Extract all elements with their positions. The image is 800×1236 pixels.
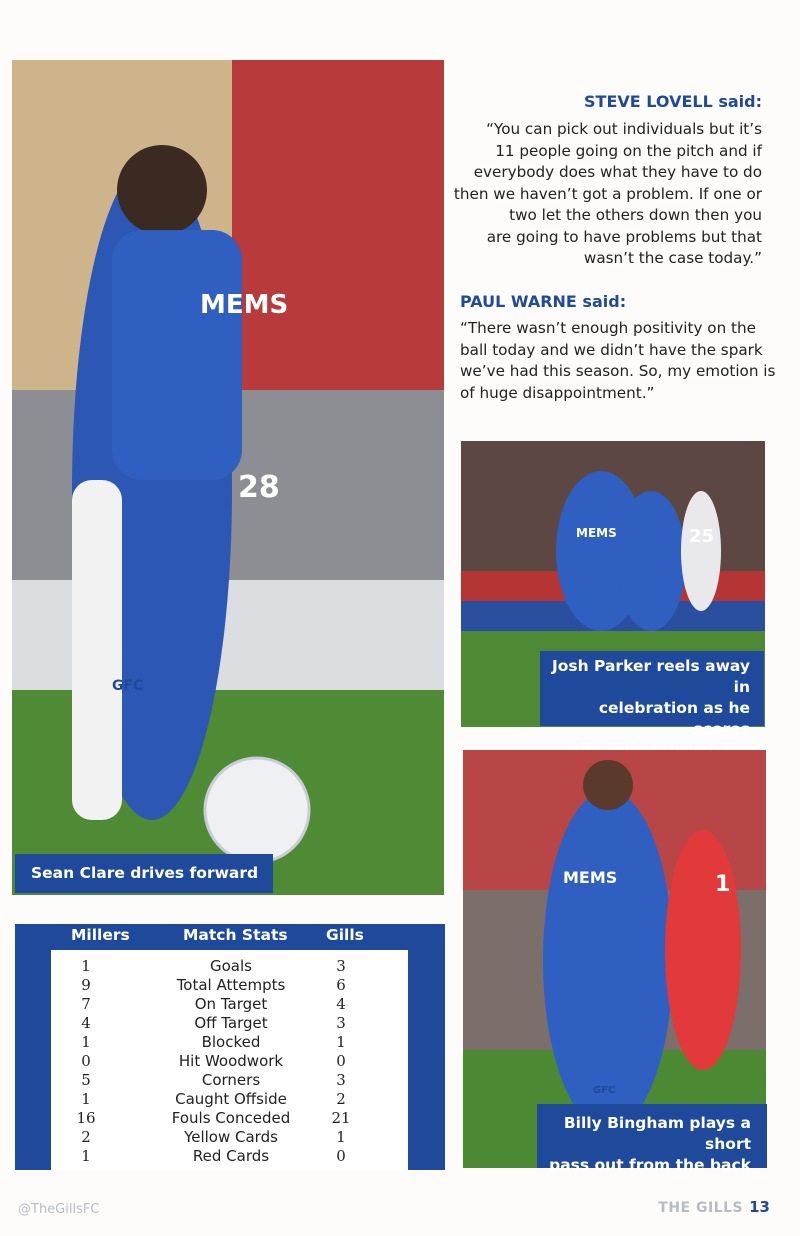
- stats-row: 1 Goals 3: [81, 957, 346, 975]
- quote-speaker-warne: PAUL WARNE said:: [460, 292, 627, 311]
- stats-row: 1 Blocked 1: [81, 1033, 346, 1051]
- shirt-number: 28: [238, 470, 280, 505]
- publication-name: THE GILLS: [658, 1200, 744, 1216]
- main-photo-caption: Sean Clare drives forward: [15, 854, 273, 893]
- quote-speaker-lovell: STEVE LOVELL said:: [584, 92, 762, 111]
- stats-row: 4 Off Target 3: [81, 1014, 346, 1032]
- stats-row: 7 On Target 4: [81, 995, 346, 1013]
- celebration-caption: Josh Parker reels away in celebration as he scores: [540, 651, 764, 726]
- sock-text: GFC: [112, 678, 144, 694]
- stats-header-gills: Gills: [326, 926, 364, 944]
- match-stats-table: [15, 924, 445, 1170]
- stats-row: 9 Total Attempts 6: [81, 976, 346, 994]
- quote-text-lovell: “You can pick out individuals but it’s 11 people going on the pitch and if everybody does what they have to do then we haven’t got a problem. If one or two let the others down then you are going to have problems but that wasn’t the case today.”: [453, 120, 762, 267]
- shirt-sponsor-text: MEMS: [200, 290, 289, 320]
- page-number: 13: [749, 1198, 770, 1216]
- stats-row: 5 Corners 3: [81, 1071, 346, 1089]
- stats-header-title: Match Stats: [183, 926, 288, 944]
- stats-row: 1 Red Cards 0: [81, 1147, 346, 1165]
- stats-row: 1 Caught Offside 2: [81, 1090, 346, 1108]
- shirt-sponsor-text: MEMS: [563, 868, 618, 887]
- stats-body: [51, 950, 408, 1170]
- stats-row: 0 Hit Woodwork 0: [81, 1052, 346, 1070]
- bingham-caption: Billy Bingham plays a short pass out from the back: [537, 1104, 767, 1168]
- shirt-number: 1: [715, 872, 731, 897]
- shirt-sponsor-text: MEMS: [576, 526, 617, 540]
- stats-row: 16 Fouls Conceded 21: [76, 1109, 351, 1127]
- shirt-number: 25: [689, 526, 715, 547]
- page-footer: [658, 1198, 770, 1216]
- quote-text-warne: “There wasn’t enough positivity on the ball today and we didn’t have the spark we’ve had this season. So, my emotion is of huge disappointment.”: [460, 319, 776, 402]
- stats-row: 2 Yellow Cards 1: [81, 1128, 346, 1146]
- stats-header-millers: Millers: [71, 926, 130, 944]
- main-photo: [12, 60, 444, 895]
- sock-text: GFC: [593, 1085, 616, 1096]
- social-handle: @TheGillsFC: [18, 1202, 100, 1217]
